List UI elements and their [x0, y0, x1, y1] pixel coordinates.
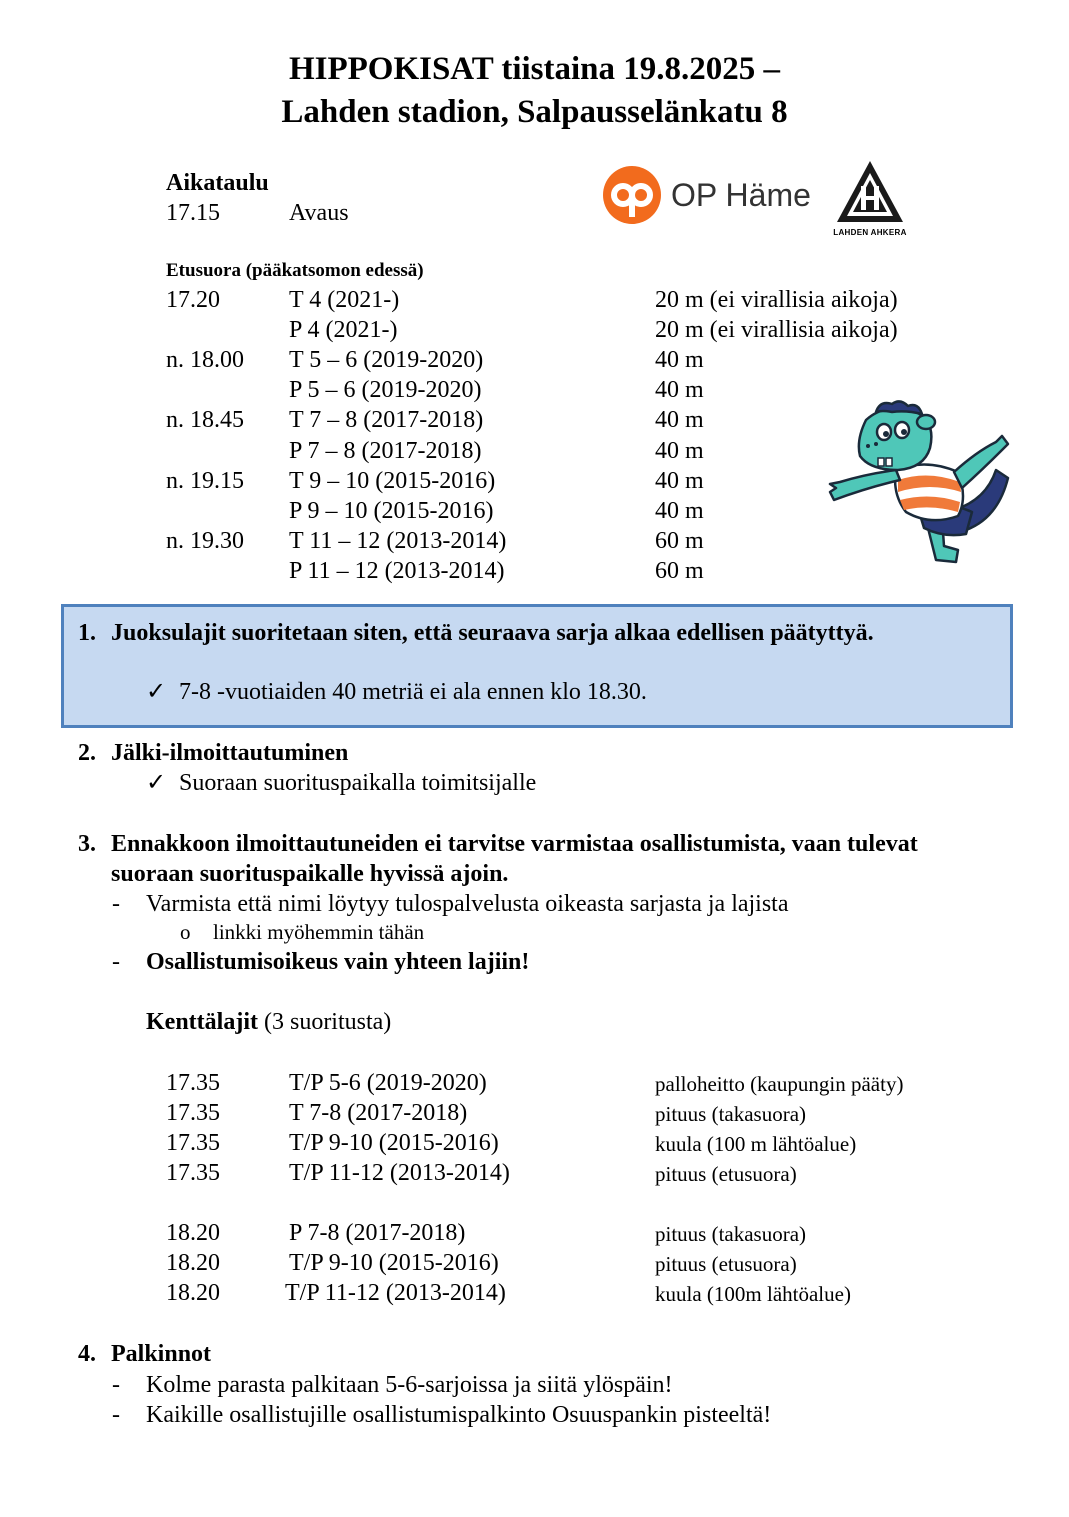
- schedule-heading: Aikataulu: [166, 170, 269, 196]
- race-time: n. 18.45: [166, 407, 244, 433]
- field-series: T 7-8 (2017-2018): [289, 1100, 468, 1126]
- race-time: n. 19.15: [166, 468, 244, 494]
- page-title-line2: Lahden stadion, Salpausselänkatu 8: [281, 94, 788, 130]
- page-title-line1: HIPPOKISAT tiistaina 19.8.2025 –: [288, 51, 781, 87]
- race-distance: 40 m: [655, 468, 704, 494]
- note-4-number: 4.: [78, 1341, 96, 1367]
- field-event: kuula (100m lähtöalue): [655, 1282, 851, 1306]
- op-logo-text: OP Häme: [671, 177, 811, 213]
- race-series: T 5 – 6 (2019-2020): [289, 347, 484, 373]
- field-series: P 7-8 (2017-2018): [289, 1220, 466, 1246]
- field-event: palloheitto (kaupungin pääty): [655, 1072, 904, 1096]
- note-2-text: Jälki-ilmoittautuminen: [111, 740, 349, 766]
- dash-bullet: -: [112, 1402, 120, 1428]
- race-distance: 20 m (ei virallisia aikoja): [655, 287, 898, 313]
- check-icon: ✓: [146, 679, 167, 705]
- circle-bullet: o: [180, 920, 191, 944]
- field-time: 17.35: [166, 1070, 220, 1096]
- field-time: 18.20: [166, 1220, 220, 1246]
- race-distance: 60 m: [655, 558, 704, 584]
- race-distance: 40 m: [655, 407, 704, 433]
- dash-bullet: -: [112, 949, 120, 975]
- race-time: n. 19.30: [166, 528, 244, 554]
- dash-bullet: -: [112, 1372, 120, 1398]
- field-time: 17.35: [166, 1100, 220, 1126]
- note-2-sub: Suoraan suorituspaikalla toimitsijalle: [179, 770, 537, 796]
- field-heading-title: Kenttälajit: [146, 1009, 258, 1035]
- field-series: T/P 9-10 (2015-2016): [289, 1250, 499, 1276]
- note-3-item-2: Osallistumisoikeus vain yhteen lajiin!: [146, 949, 530, 975]
- race-series: P 5 – 6 (2019-2020): [289, 377, 482, 403]
- race-time: n. 18.00: [166, 347, 244, 373]
- hippo-mascot-icon: [826, 400, 1012, 568]
- dash-bullet: -: [112, 891, 120, 917]
- note-4-item-2: Kaikille osallistujille osallistumispalkinto Osuuspankin pisteeltä!: [146, 1402, 772, 1428]
- field-event: pituus (takasuora): [655, 1222, 807, 1246]
- note-1-number: 1.: [78, 620, 96, 646]
- note-2-number: 2.: [78, 740, 96, 766]
- race-distance: 40 m: [655, 498, 704, 524]
- field-time: 17.35: [166, 1130, 220, 1156]
- race-distance: 20 m (ei virallisia aikoja): [655, 317, 898, 343]
- race-series: T 4 (2021-): [289, 287, 400, 313]
- field-time: 18.20: [166, 1280, 220, 1306]
- field-heading: [146, 1007, 391, 1037]
- field-event: pituus (etusuora): [655, 1162, 797, 1186]
- race-series: P 4 (2021-): [289, 317, 398, 343]
- race-distance: 60 m: [655, 528, 704, 554]
- field-time: 18.20: [166, 1250, 220, 1276]
- note-3-subitem: linkki myöhemmin tähän: [213, 920, 425, 944]
- race-series: P 9 – 10 (2015-2016): [289, 498, 494, 524]
- race-distance: 40 m: [655, 347, 704, 373]
- field-series: T/P 11-12 (2013-2014): [289, 1160, 510, 1186]
- note-3-line2: suoraan suorituspaikalle hyvissä ajoin.: [111, 861, 509, 887]
- race-time: 17.20: [166, 287, 220, 313]
- note-1-sub: 7-8 -vuotiaiden 40 metriä ei ala ennen klo 18.30.: [179, 679, 647, 705]
- race-series: P 11 – 12 (2013-2014): [289, 558, 505, 584]
- field-event: pituus (takasuora): [655, 1102, 807, 1126]
- ahkera-logo-text: LAHDEN AHKERA: [833, 228, 907, 237]
- note-4-item-1: Kolme parasta palkitaan 5-6-sarjoissa ja siitä ylöspäin!: [146, 1372, 673, 1398]
- field-series: T/P 11-12 (2013-2014): [285, 1280, 506, 1306]
- ahkera-emblem-icon: [834, 158, 906, 230]
- op-logo-icon: [603, 166, 661, 224]
- field-heading-suffix: (3 suoritusta): [257, 1009, 392, 1035]
- section-heading: Etusuora (pääkatsomon edessä): [166, 260, 424, 281]
- race-series: T 7 – 8 (2017-2018): [289, 407, 484, 433]
- race-distance: 40 m: [655, 377, 704, 403]
- race-series: T 11 – 12 (2013-2014): [289, 528, 507, 554]
- field-time: 17.35: [166, 1160, 220, 1186]
- note-3-line1: Ennakkoon ilmoittautuneiden ei tarvitse varmistaa osallistumista, vaan tulevat: [111, 831, 918, 857]
- note-1-text: Juoksulajit suoritetaan siten, että seuraava sarja alkaa edellisen päätyttyä.: [111, 620, 874, 646]
- opening-label: Avaus: [289, 200, 349, 226]
- field-series: T/P 9-10 (2015-2016): [289, 1130, 499, 1156]
- check-icon: ✓: [146, 770, 167, 796]
- note-3-item-1: Varmista että nimi löytyy tulospalvelusta oikeasta sarjasta ja lajista: [146, 891, 789, 917]
- field-series: T/P 5-6 (2019-2020): [289, 1070, 487, 1096]
- note-4-text: Palkinnot: [111, 1341, 212, 1367]
- field-event: pituus (etusuora): [655, 1252, 797, 1276]
- race-series: P 7 – 8 (2017-2018): [289, 438, 482, 464]
- field-event: kuula (100 m lähtöalue): [655, 1132, 857, 1156]
- race-distance: 40 m: [655, 438, 704, 464]
- race-series: T 9 – 10 (2015-2016): [289, 468, 496, 494]
- opening-time: 17.15: [166, 200, 220, 226]
- note-3-number: 3.: [78, 831, 96, 857]
